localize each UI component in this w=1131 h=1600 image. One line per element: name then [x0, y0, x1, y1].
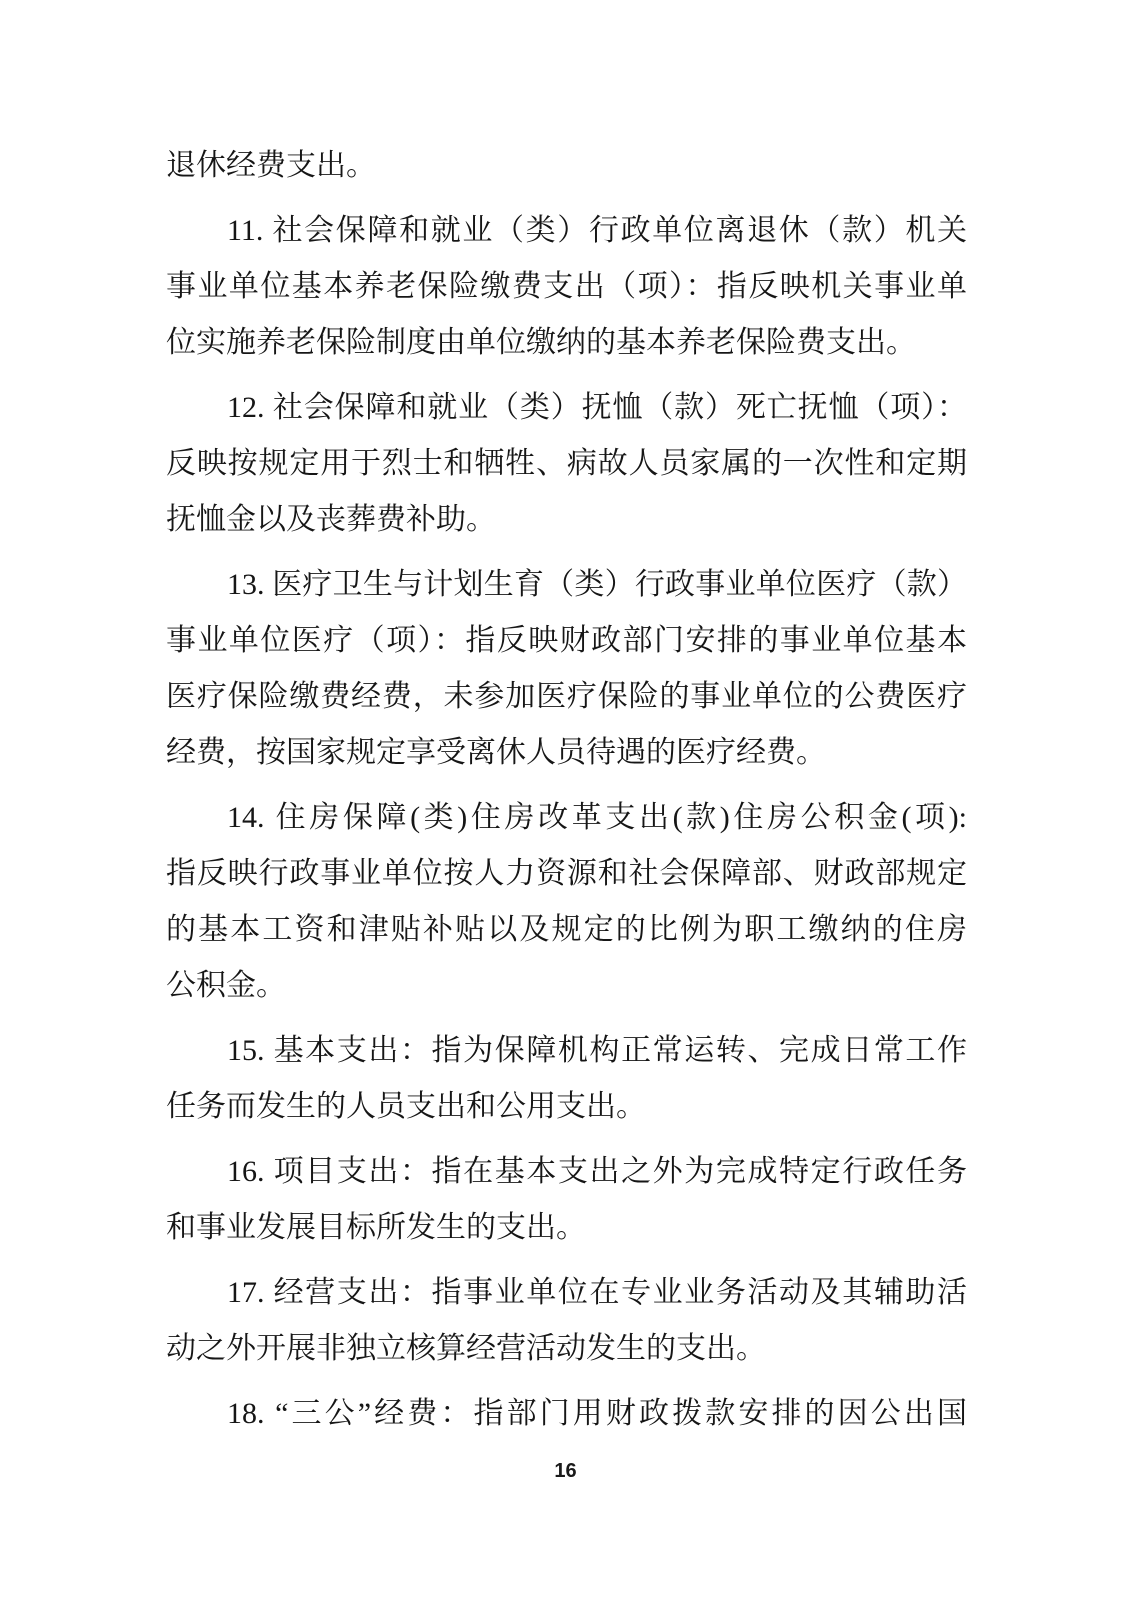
text-line: 15. 基本支出：指为保障机构正常运转、完成日常工作	[227, 1034, 967, 1067]
text-line: 事业单位基本养老保险缴费支出（项）：指反映机关事业单	[166, 270, 967, 303]
text-line: 经费，按国家规定享受离休人员待遇的医疗经费。	[166, 736, 826, 769]
text-line: 16. 项目支出：指在基本支出之外为完成特定行政任务	[227, 1155, 967, 1188]
text-line: 任务而发生的人员支出和公用支出。	[166, 1090, 646, 1123]
text-line: 和事业发展目标所发生的支出。	[166, 1211, 586, 1244]
text-line: 12. 社会保障和就业（类）抚恤（款）死亡抚恤（项）：	[227, 391, 967, 424]
text-line: 18. “三公”经费：指部门用财政拨款安排的因公出国	[227, 1397, 967, 1430]
text-line: 医疗保险缴费经费，未参加医疗保险的事业单位的公费医疗	[166, 680, 967, 713]
page-number: 16	[554, 1460, 577, 1482]
text-line: 动之外开展非独立核算经营活动发生的支出。	[166, 1332, 766, 1365]
text-line: 14. 住房保障(类)住房改革支出(款)住房公积金(项):	[227, 801, 967, 834]
text-line: 17. 经营支出：指事业单位在专业业务活动及其辅助活	[227, 1276, 967, 1309]
text-line: 的基本工资和津贴补贴以及规定的比例为职工缴纳的住房	[166, 913, 967, 946]
text-line: 退休经费支出。	[166, 149, 376, 182]
document-body	[166, 138, 967, 1442]
text-line: 抚恤金以及丧葬费补助。	[166, 503, 496, 536]
text-line: 位实施养老保险制度由单位缴纳的基本养老保险费支出。	[166, 326, 916, 359]
text-line: 公积金。	[166, 969, 286, 1002]
text-line: 指反映行政事业单位按人力资源和社会保障部、财政部规定	[166, 857, 967, 890]
text-line: 13. 医疗卫生与计划生育（类）行政事业单位医疗（款）	[227, 568, 967, 601]
text-line: 事业单位医疗（项）：指反映财政部门安排的事业单位基本	[166, 624, 967, 657]
text-line: 11. 社会保障和就业（类）行政单位离退休（款）机关	[227, 214, 967, 247]
text-line: 反映按规定用于烈士和牺牲、病故人员家属的一次性和定期	[166, 447, 967, 480]
